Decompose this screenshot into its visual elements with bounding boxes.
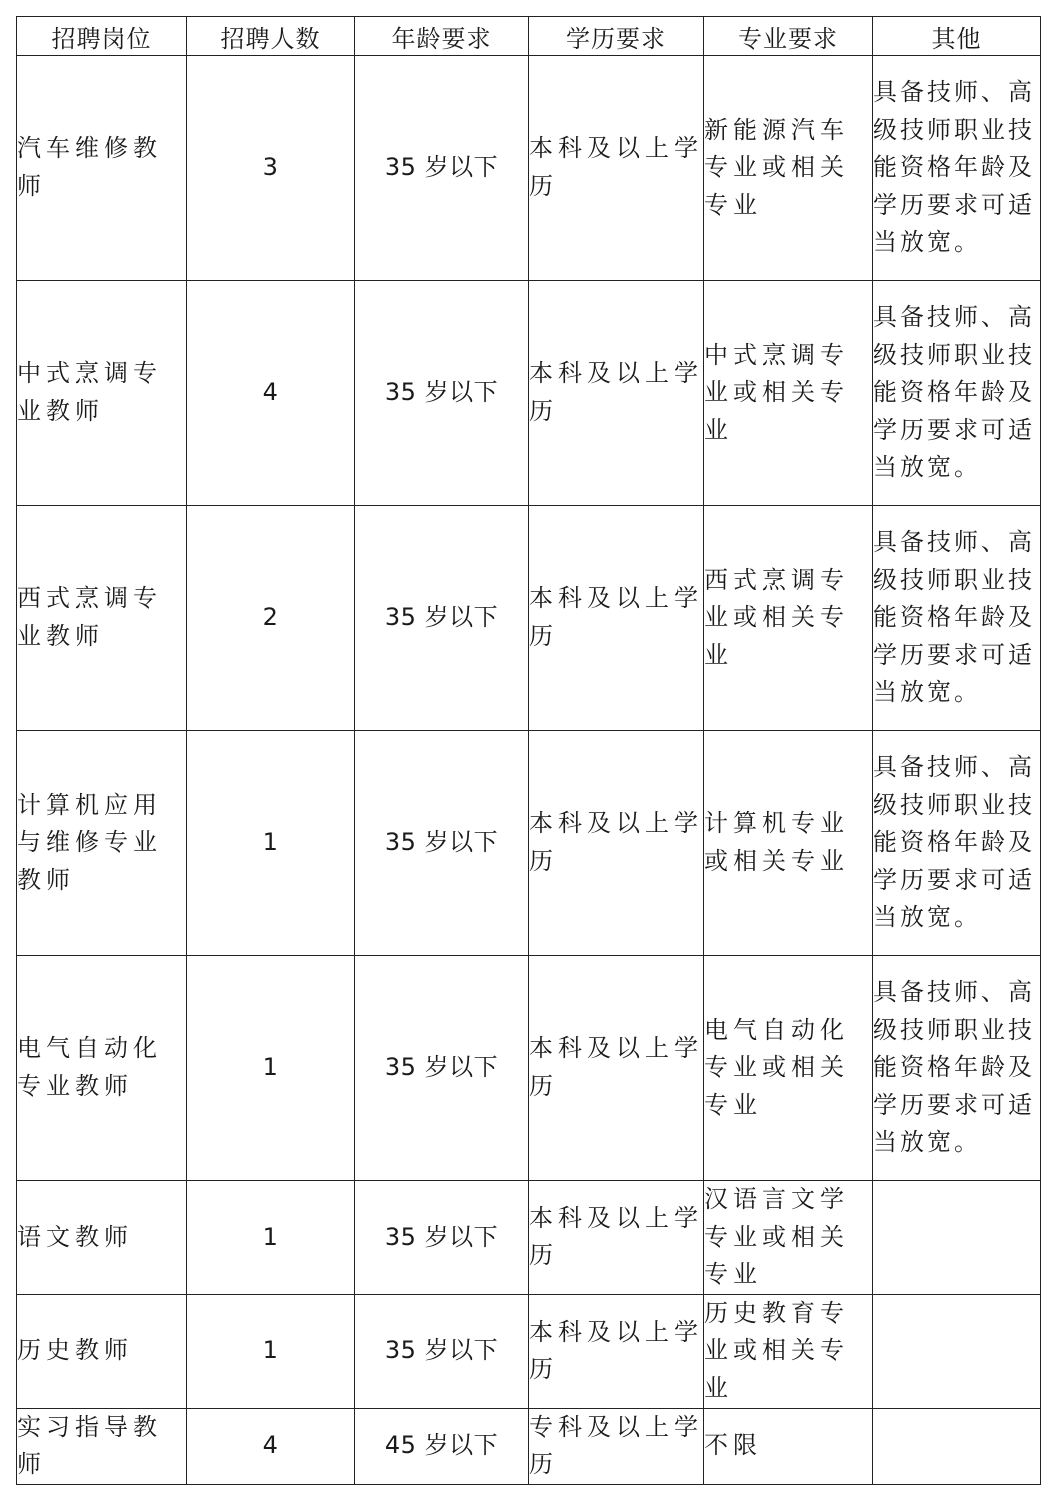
major-cell: 计算机专业或相关专业	[704, 731, 873, 956]
education-cell: 专科及以上学历	[529, 1408, 704, 1484]
count-cell: 4	[187, 1408, 355, 1484]
count-cell: 1	[187, 1294, 355, 1408]
position-cell: 语文教师	[17, 1181, 187, 1295]
other-cell	[873, 1294, 1041, 1408]
age-cell: 35 岁以下	[355, 1181, 529, 1295]
age-cell: 35 岁以下	[355, 56, 529, 281]
major-cell: 历史教育专业或相关专业	[704, 1294, 873, 1408]
major-cell: 电气自动化专业或相关专业	[704, 956, 873, 1181]
header-other: 其他	[873, 17, 1041, 56]
position-cell: 计算机应用与维修专业教师	[17, 731, 187, 956]
table-header-row	[17, 17, 1041, 56]
header-education: 学历要求	[529, 17, 704, 56]
age-cell: 35 岁以下	[355, 281, 529, 506]
major-cell: 不限	[704, 1408, 873, 1484]
major-cell: 汉语言文学专业或相关专业	[704, 1181, 873, 1295]
table-row	[17, 1181, 1041, 1295]
table-row	[17, 506, 1041, 731]
other-cell: 具备技师、高级技师职业技能资格年龄及学历要求可适当放宽。	[873, 956, 1041, 1181]
header-position: 招聘岗位	[17, 17, 187, 56]
header-count: 招聘人数	[187, 17, 355, 56]
count-cell: 1	[187, 731, 355, 956]
age-cell: 45 岁以下	[355, 1408, 529, 1484]
position-cell: 历史教师	[17, 1294, 187, 1408]
education-cell: 本科及以上学历	[529, 731, 704, 956]
recruitment-table-sheet	[16, 16, 1040, 1485]
education-cell: 本科及以上学历	[529, 506, 704, 731]
education-cell: 本科及以上学历	[529, 1294, 704, 1408]
age-cell: 35 岁以下	[355, 1294, 529, 1408]
position-cell: 汽车维修教师	[17, 56, 187, 281]
table-row	[17, 281, 1041, 506]
position-cell: 中式烹调专业教师	[17, 281, 187, 506]
age-cell: 35 岁以下	[355, 956, 529, 1181]
count-cell: 4	[187, 281, 355, 506]
other-cell: 具备技师、高级技师职业技能资格年龄及学历要求可适当放宽。	[873, 731, 1041, 956]
table-row	[17, 56, 1041, 281]
education-cell: 本科及以上学历	[529, 281, 704, 506]
position-cell: 电气自动化专业教师	[17, 956, 187, 1181]
count-cell: 3	[187, 56, 355, 281]
education-cell: 本科及以上学历	[529, 56, 704, 281]
major-cell: 西式烹调专业或相关专业	[704, 506, 873, 731]
other-cell	[873, 1408, 1041, 1484]
table-row	[17, 956, 1041, 1181]
header-age: 年龄要求	[355, 17, 529, 56]
other-cell: 具备技师、高级技师职业技能资格年龄及学历要求可适当放宽。	[873, 281, 1041, 506]
count-cell: 1	[187, 956, 355, 1181]
education-cell: 本科及以上学历	[529, 1181, 704, 1295]
other-cell: 具备技师、高级技师职业技能资格年龄及学历要求可适当放宽。	[873, 506, 1041, 731]
education-cell: 本科及以上学历	[529, 956, 704, 1181]
age-cell: 35 岁以下	[355, 731, 529, 956]
table-row	[17, 1294, 1041, 1408]
count-cell: 2	[187, 506, 355, 731]
major-cell: 新能源汽车专业或相关专业	[704, 56, 873, 281]
age-cell: 35 岁以下	[355, 506, 529, 731]
recruitment-table	[16, 16, 1041, 1485]
position-cell: 西式烹调专业教师	[17, 506, 187, 731]
table-row	[17, 731, 1041, 956]
other-cell	[873, 1181, 1041, 1295]
count-cell: 1	[187, 1181, 355, 1295]
position-cell: 实习指导教师	[17, 1408, 187, 1484]
table-row	[17, 1408, 1041, 1484]
header-major: 专业要求	[704, 17, 873, 56]
major-cell: 中式烹调专业或相关专业	[704, 281, 873, 506]
other-cell: 具备技师、高级技师职业技能资格年龄及学历要求可适当放宽。	[873, 56, 1041, 281]
